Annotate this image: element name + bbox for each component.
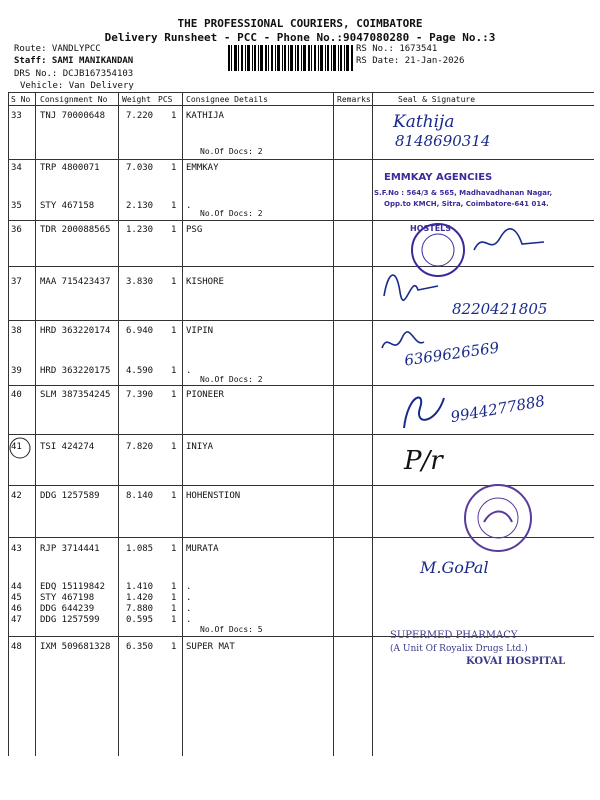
row-consignee: .	[186, 604, 192, 614]
row-consignment: TNJ 70000648	[40, 111, 106, 121]
col-header-consignment: Consignment No	[40, 95, 108, 104]
row-pcs: 1	[171, 111, 177, 121]
row-consignment: HRD 363220175	[40, 366, 111, 376]
row-consignment: RJP 3714441	[40, 544, 100, 554]
row-pcs: 1	[171, 390, 177, 400]
row-weight: 8.140	[126, 491, 154, 501]
row-weight: 4.590	[126, 366, 154, 376]
row-sno: 40	[11, 390, 22, 400]
row-consignment: DDG 644239	[40, 604, 95, 614]
row-sno: 44	[11, 582, 22, 592]
docs-note: No.Of Docs: 2	[200, 147, 263, 156]
col-header-weight: Weight	[122, 95, 151, 104]
row-consignee: HOHENSTION	[186, 491, 241, 501]
row-separator	[8, 159, 594, 160]
handwritten-phone: 8220421805	[452, 300, 548, 318]
row-pcs: 1	[171, 604, 177, 614]
row-pcs: 1	[171, 442, 177, 452]
barcode	[228, 45, 353, 71]
table-header-border	[8, 105, 594, 106]
docs-note: No.Of Docs: 2	[200, 209, 263, 218]
row-consignment: EDQ 15119842	[40, 582, 106, 592]
stamp-supermed-hospital: KOVAI HOSPITAL	[466, 656, 566, 667]
row-pcs: 1	[171, 491, 177, 501]
stamp-emmkay-name: EMMKAY AGENCIES	[384, 172, 493, 183]
row-consignment: IXM 509681328	[40, 642, 111, 652]
round-stamp-text: HOSTELS	[410, 224, 452, 233]
row-sno: 37	[11, 277, 22, 287]
row-pcs: 1	[171, 544, 177, 554]
row-weight: 7.030	[126, 163, 154, 173]
signature-scribble	[470, 226, 550, 260]
row-consignment: STY 467198	[40, 593, 95, 603]
row-separator	[8, 320, 594, 321]
row-weight: 3.830	[126, 277, 154, 287]
row-sno: 35	[11, 201, 22, 211]
handwritten-phone: 6369626569	[403, 338, 501, 370]
col-header-pcs: PCS	[158, 95, 173, 104]
row-weight: 6.350	[126, 642, 154, 652]
row-sno: 39	[11, 366, 22, 376]
col-divider	[182, 92, 183, 756]
row-consignee: PIONEER	[186, 390, 224, 400]
row-weight: 7.220	[126, 111, 154, 121]
col-header-sno: S No	[11, 95, 31, 104]
row-sno: 43	[11, 544, 22, 554]
row-separator	[8, 266, 594, 267]
row-consignee: SUPER MAT	[186, 642, 235, 652]
row-weight: 1.230	[126, 225, 154, 235]
stamp-emmkay-address: S.F.No : 564/3 & 565, Madhavadhanan Nagar,	[374, 189, 553, 197]
row-pcs: 1	[171, 593, 177, 603]
row-consignment: HRD 363220174	[40, 326, 111, 336]
table-top-border	[8, 92, 594, 93]
row-pcs: 1	[171, 642, 177, 652]
stamp-supermed-name: SUPERMED PHARMACY	[390, 630, 518, 641]
signature-kathija: Kathija	[393, 112, 455, 132]
row-pcs: 1	[171, 201, 177, 211]
handwritten-phone: 8148690314	[395, 132, 491, 150]
row-consignee: .	[186, 366, 192, 376]
signature-scribble	[396, 384, 456, 434]
row-consignment: DDG 1257589	[40, 491, 100, 501]
col-divider	[372, 92, 373, 756]
row-consignee: KATHIJA	[186, 111, 224, 121]
row-sno: 46	[11, 604, 22, 614]
row-consignee: .	[186, 201, 192, 211]
row-weight: 1.410	[126, 582, 154, 592]
row-sno: 36	[11, 225, 22, 235]
stamp-emmkay-address: Opp.to KMCH, Sitra, Coimbatore-641 014.	[384, 200, 549, 208]
row-weight: 7.820	[126, 442, 154, 452]
runsheet-subtitle: Delivery Runsheet - PCC - Phone No.:9047080280 - Page No.:3	[104, 31, 496, 44]
row-sno: 33	[11, 111, 22, 121]
drs-label: DRS No.: DCJB167354103	[14, 69, 134, 79]
row-sno: 41	[11, 442, 22, 452]
row-sno: 48	[11, 642, 22, 652]
row-pcs: 1	[171, 615, 177, 625]
row-pcs: 1	[171, 225, 177, 235]
row-weight: 7.390	[126, 390, 154, 400]
vehicle-label: Vehicle: Van Delivery	[20, 81, 134, 91]
row-separator	[8, 385, 594, 386]
route-label: Route: VANDLYPCC	[14, 44, 101, 54]
row-consignee: KISHORE	[186, 277, 224, 287]
row-weight: 1.420	[126, 593, 154, 603]
row-weight: 2.130	[126, 201, 154, 211]
staff-label: Staff: SAMI MANIKANDAN	[14, 56, 134, 66]
row-sno: 34	[11, 163, 22, 173]
row-sno: 38	[11, 326, 22, 336]
row-consignment: MAA 715423437	[40, 277, 111, 287]
row-sno: 42	[11, 491, 22, 501]
round-stamp	[462, 482, 534, 554]
row-consignment: TSI 424274	[40, 442, 95, 452]
company-title: THE PROFESSIONAL COURIERS, COIMBATORE	[177, 17, 423, 30]
row-consignment: TRP 4800071	[40, 163, 100, 173]
col-header-remarks: Remarks	[337, 95, 371, 104]
row-consignee: PSG	[186, 225, 203, 235]
row-pcs: 1	[171, 582, 177, 592]
row-separator	[8, 434, 594, 435]
row-separator	[8, 220, 594, 221]
docs-note: No.Of Docs: 5	[200, 625, 263, 634]
handwritten-circle	[8, 436, 34, 460]
row-pcs: 1	[171, 163, 177, 173]
row-weight: 7.880	[126, 604, 154, 614]
row-pcs: 1	[171, 277, 177, 287]
rs-date: RS Date: 21-Jan-2026	[356, 56, 465, 66]
row-weight: 1.085	[126, 544, 154, 554]
col-divider	[118, 92, 119, 756]
row-sno: 45	[11, 593, 22, 603]
handwritten-phone: 9944277888	[449, 391, 547, 427]
row-consignee: .	[186, 615, 192, 625]
row-consignee: .	[186, 593, 192, 603]
row-consignee: VIPIN	[186, 326, 214, 336]
stamp-supermed-unit: (A Unit Of Royalix Drugs Ltd.)	[390, 644, 528, 654]
row-consignee: INIYA	[186, 442, 214, 452]
row-consignment: TDR 200088565	[40, 225, 111, 235]
row-weight: 6.940	[126, 326, 154, 336]
row-consignee: MURATA	[186, 544, 219, 554]
row-pcs: 1	[171, 366, 177, 376]
row-consignment: STY 467158	[40, 201, 95, 211]
docs-note: No.Of Docs: 2	[200, 375, 263, 384]
col-header-seal: Seal & Signature	[398, 95, 476, 104]
col-header-consignee: Consignee Details	[186, 95, 268, 104]
row-weight: 0.595	[126, 615, 154, 625]
signature-pr: P/r	[404, 446, 443, 476]
signature-scribble	[378, 262, 448, 302]
row-consignment: DDG 1257599	[40, 615, 100, 625]
row-pcs: 1	[171, 326, 177, 336]
row-consignee: EMMKAY	[186, 163, 219, 173]
col-divider	[35, 92, 36, 756]
signature-mgopal: M.GoPal	[420, 558, 489, 577]
row-sno: 47	[11, 615, 22, 625]
col-divider	[333, 92, 334, 756]
row-consignment: SLM 387354245	[40, 390, 111, 400]
table-left-border	[8, 92, 9, 756]
rs-number: RS No.: 1673541	[356, 44, 438, 54]
row-consignee: .	[186, 582, 192, 592]
